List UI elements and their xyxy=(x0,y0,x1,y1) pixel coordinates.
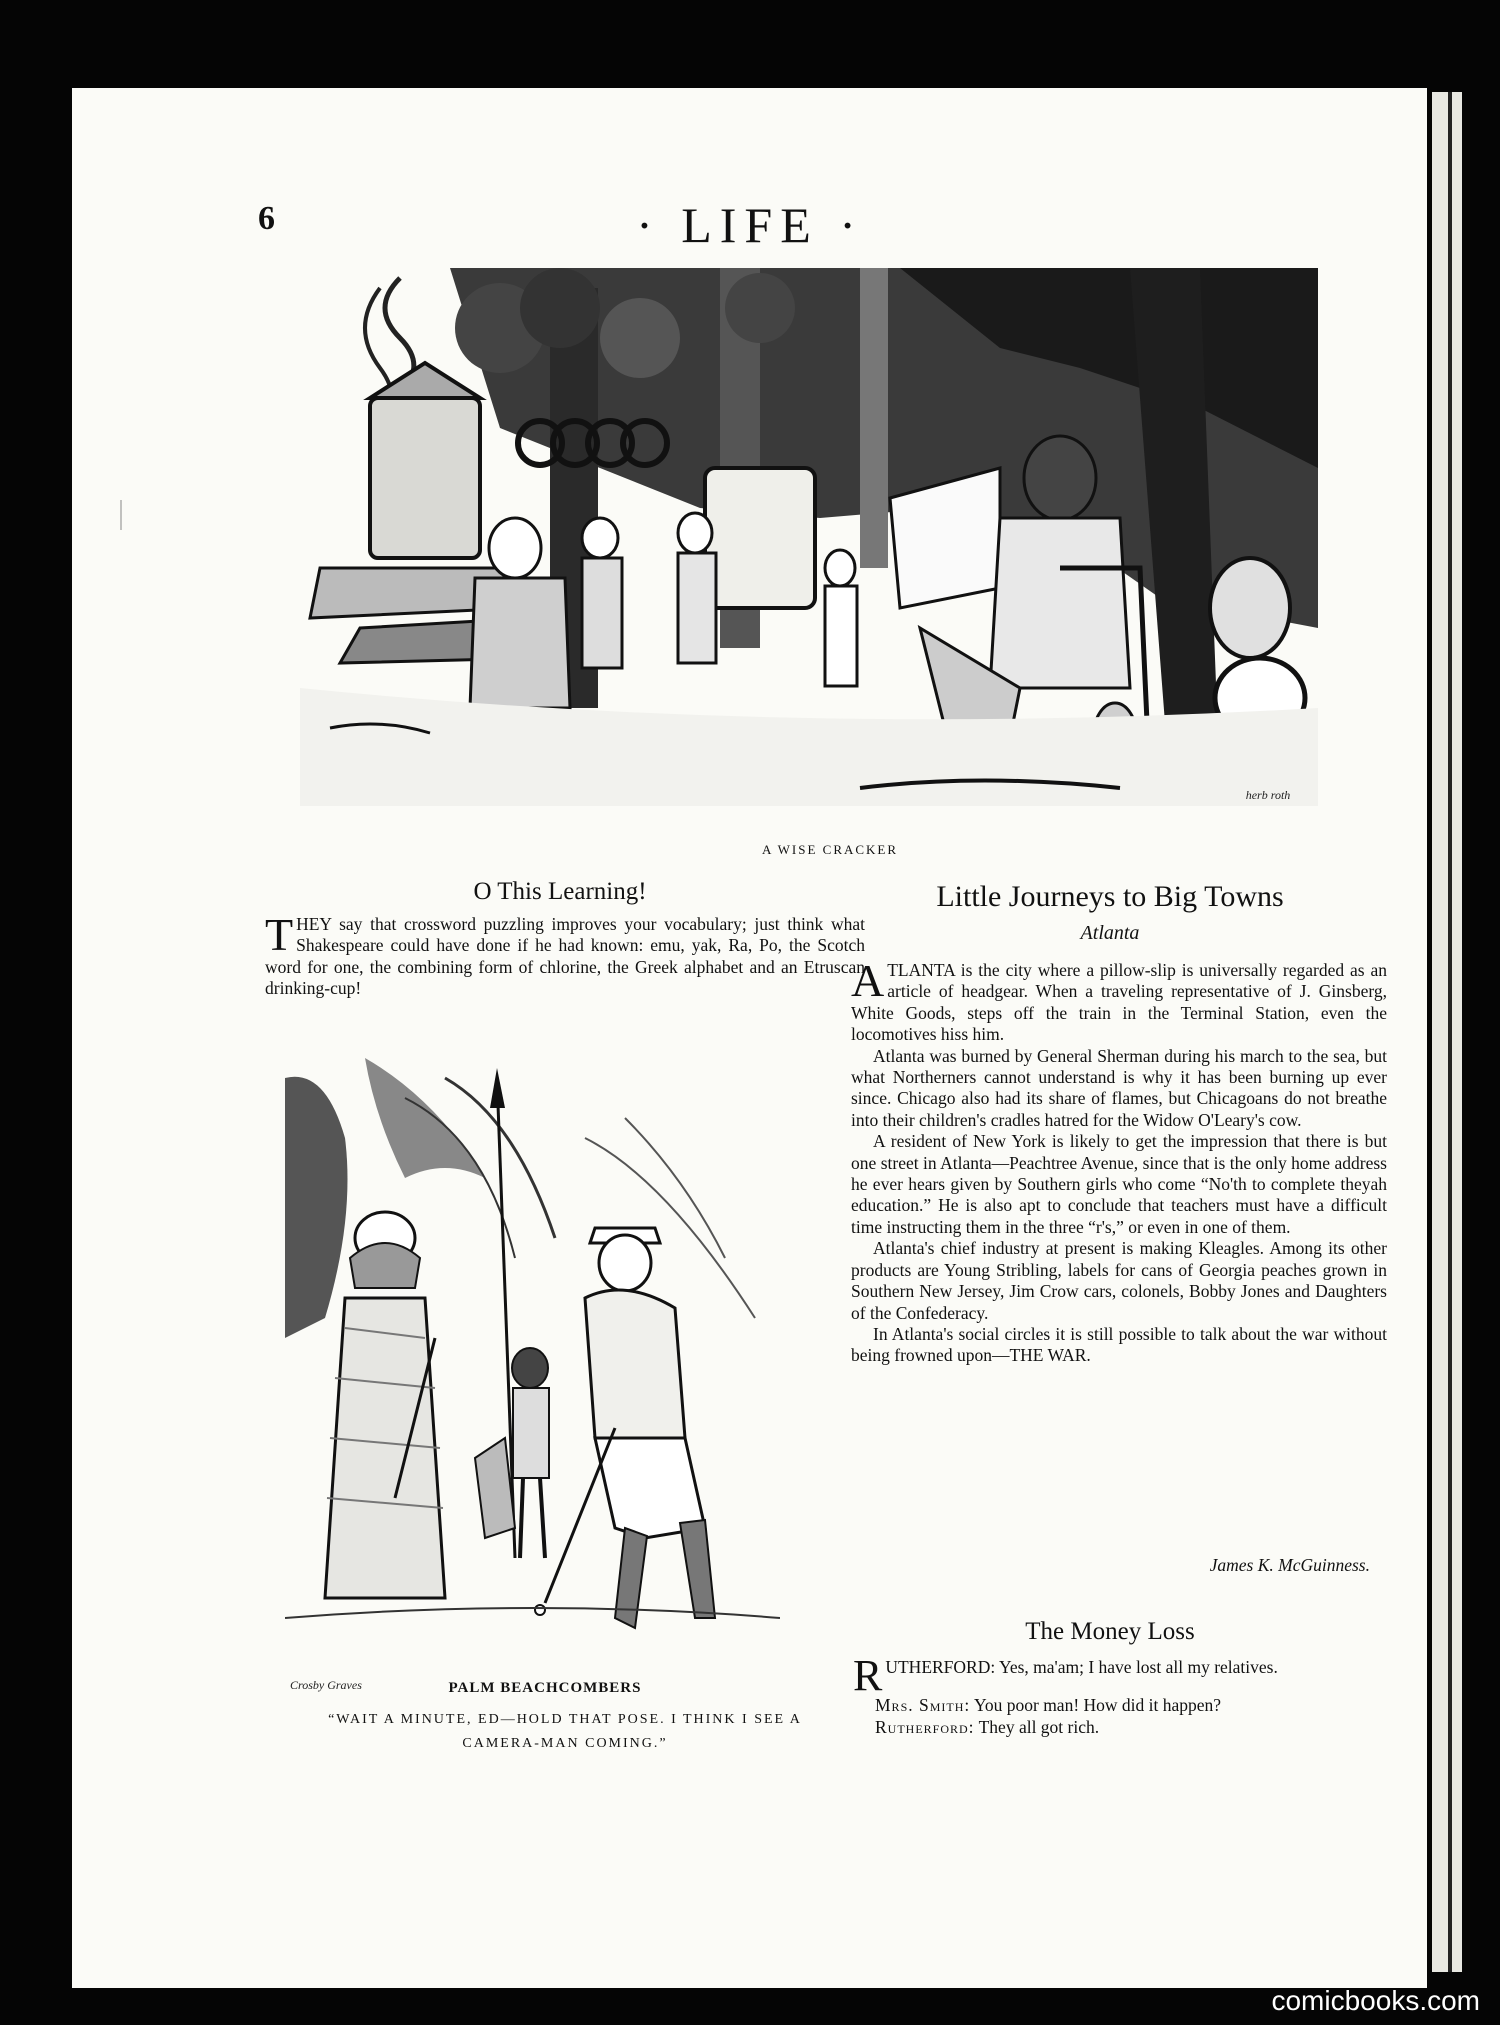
dialog-line xyxy=(853,1651,1387,1700)
learning-dropcap: T xyxy=(265,909,294,960)
next-page-edge xyxy=(1432,92,1462,1972)
masthead: · LIFE · xyxy=(636,197,864,253)
journeys-text xyxy=(851,955,1387,1367)
moonshine-cartoon xyxy=(300,268,1318,806)
journeys-paragraph: Atlanta was burned by General Sherman during his march to the sea, but what Northerners cannot understand is why it has been burning up ever since. Chicago also had its share of flames, but Chicagoans do not breathe into their children's cradles hatred for the Widow O'Leary's cow. xyxy=(851,1045,1387,1130)
journeys-author: James K. McGuinness. xyxy=(1209,1555,1370,1575)
journeys-paragraph: In Atlanta's social circles it is still possible to talk about the war without being frowned upon—THE WAR. xyxy=(851,1323,1387,1366)
scan-mark xyxy=(120,500,132,530)
watermark: comicbooks.com xyxy=(1271,1985,1480,2016)
dialog-text: They all got rich. xyxy=(978,1717,1100,1737)
top-cartoon-caption: A WISE CRACKER xyxy=(761,842,899,857)
page-number: 6 xyxy=(258,200,275,237)
journeys-paragraph: A resident of New York is likely to get the impression that there is but one street in Atlanta—Peachtree Avenue, since that is the only home address he ever hears given by Southern girls who come “No'th to complete theyah education.” He is also apt to conclude that teachers must have a difficult time instructing them in the three “r's,” or even in one of them. xyxy=(851,1131,1387,1237)
learning-body: HEY say that crossword puzzling improves your vocabulary; just think what Shakespeare could have done if he had known: emu, yak, Ra, Po, the Scotch word for one, the combining form of chlorine, the Greek alphabet and an Etruscan drinking-cup! xyxy=(265,914,865,999)
dialog-text: Yes, ma'am; I have lost all my relatives. xyxy=(998,1657,1278,1677)
golf-cartoon-title: PALM BEACHCOMBERS xyxy=(448,1680,642,1696)
journeys-subtitle: Atlanta xyxy=(1080,922,1140,944)
dialog-speaker: Rutherford: xyxy=(875,1717,975,1737)
dialog-line xyxy=(853,1716,1387,1738)
money-dropcap: R xyxy=(853,1651,883,1700)
golf-cartoon-caption: “WAIT A MINUTE, ED—HOLD THAT POSE. I THINK I SEE A CAMERA-MAN COMING.” xyxy=(328,1712,802,1751)
golf-cartoon xyxy=(285,1058,780,1678)
journeys-dropcap: A xyxy=(851,955,885,1006)
top-cartoon-signature: herb roth xyxy=(1245,788,1291,802)
binding-line xyxy=(1448,92,1452,1972)
dialog-speaker: Mrs. Smith: xyxy=(875,1695,971,1715)
journeys-paragraph: TLANTA is the city where a pillow-slip is universally regarded as an article of headgear. When a traveling representative of J. Ginsberg, White Goods, steps off the train in the Terminal Station, even the locomotives hiss him. xyxy=(851,960,1387,1045)
money-dialog xyxy=(853,1651,1387,1738)
journeys-paragraph: Atlanta's chief industry at present is making Kleagles. Among its other products are Young Stribling, labels for cans of Georgia peaches grown in Southern New Jersey, Jim Crow cars, colonels, Bobby Jones and Daughters of the Confederacy. xyxy=(851,1238,1387,1323)
journeys-title: Little Journeys to Big Towns xyxy=(936,880,1284,913)
golf-cartoon-signature: Crosby Graves xyxy=(290,1678,362,1692)
dialog-line xyxy=(853,1694,1387,1716)
learning-text xyxy=(265,909,865,1000)
dialog-text: You poor man! How did it happen? xyxy=(973,1695,1222,1715)
learning-title: O This Learning! xyxy=(473,878,647,905)
dialog-speaker: UTHERFORD: xyxy=(885,1657,996,1677)
money-title: The Money Loss xyxy=(1025,1618,1195,1645)
